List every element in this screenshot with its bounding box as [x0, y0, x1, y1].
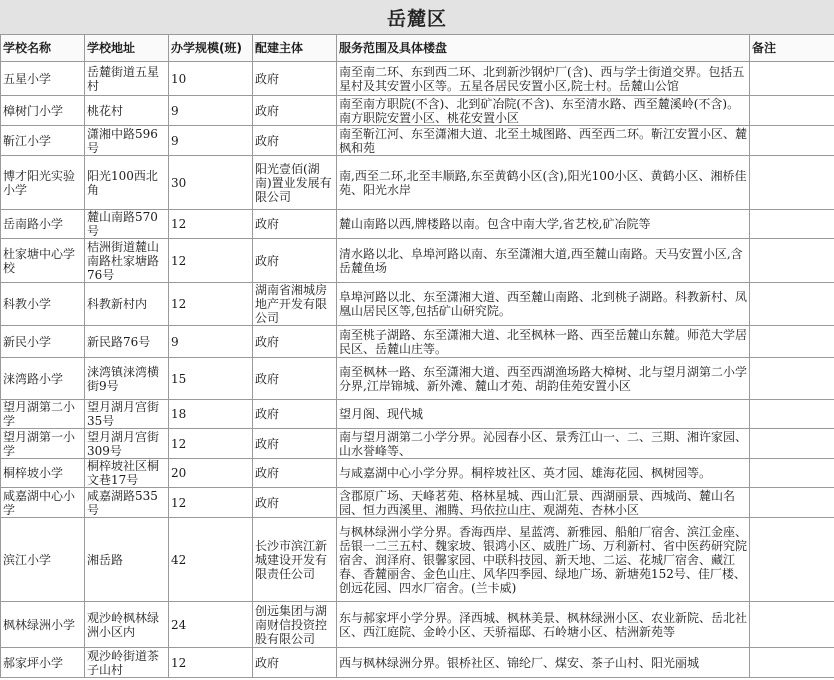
header-builder: 配建主体 [253, 35, 337, 62]
school-area: 清水路以北、阜埠河路以南、东至潇湘大道,西至麓山南路。天马安置小区,含岳麓鱼场 [337, 239, 750, 283]
table-row [1, 62, 834, 96]
table-row [1, 96, 834, 126]
school-name: 杜家塘中心学校 [1, 239, 85, 283]
school-builder: 政府 [253, 126, 337, 156]
school-name: 樟树门小学 [1, 96, 85, 126]
school-scale: 18 [169, 400, 253, 429]
school-area: 阜埠河路以北、东至潇湘大道、西至麓山南路、北到桃子湖路。科教新村、凤凰山居民区等,包括矿山研究院。 [337, 283, 750, 326]
school-scale: 9 [169, 326, 253, 358]
school-area: 南至桃子湖路、东至潇湘大道、北至枫林一路、西至岳麓山东麓。师范大学居民区、岳麓山庄等。 [337, 326, 750, 358]
district-title: 岳麓区 [0, 0, 834, 35]
school-address: 望月湖月宫街309号 [85, 429, 169, 459]
school-address: 麓山南路570号 [85, 210, 169, 239]
school-area: 南至南二环、东到西二环、北到新沙钢炉厂(含)、西与学士街道交界。包括五星村及其安置小区等。五星各居民安置小区,院士村。岳麓山公馆 [337, 62, 750, 96]
school-scale: 42 [169, 518, 253, 602]
table-row [1, 602, 834, 648]
school-area: 南至南方职院(不含)、北到矿冶院(不含)、东至清水路、西至麓溪岭(不含)。南方职院安置小区、桃花安置小区 [337, 96, 750, 126]
school-address: 科教新村内 [85, 283, 169, 326]
header-scale: 办学规模(班) [169, 35, 253, 62]
school-address: 涞湾镇涞湾横街9号 [85, 358, 169, 400]
school-area: 与咸嘉湖中心小学分界。桐梓坡社区、英才园、雄海花园、枫树园等。 [337, 459, 750, 488]
school-address: 岳麓街道五星村 [85, 62, 169, 96]
school-name: 望月湖第一小学 [1, 429, 85, 459]
header-address: 学校地址 [85, 35, 169, 62]
school-scale: 10 [169, 62, 253, 96]
school-scale: 12 [169, 210, 253, 239]
table-row [1, 648, 834, 678]
school-area: 南,西至二环,北至丰顺路,东至黄鹤小区(含),阳光100小区、黄鹤小区、湘桥佳苑、阳光水岸 [337, 156, 750, 210]
school-note [750, 210, 834, 239]
school-name: 博才阳光实验小学 [1, 156, 85, 210]
school-name: 咸嘉湖中心小学 [1, 488, 85, 518]
school-name: 桐梓坡小学 [1, 459, 85, 488]
school-name: 五星小学 [1, 62, 85, 96]
school-note [750, 326, 834, 358]
school-note [750, 648, 834, 678]
school-name: 新民小学 [1, 326, 85, 358]
school-scale: 12 [169, 648, 253, 678]
school-address: 观沙岭街道茶子山村 [85, 648, 169, 678]
school-note [750, 518, 834, 602]
school-address: 望月湖月宫街35号 [85, 400, 169, 429]
school-builder: 政府 [253, 400, 337, 429]
school-builder: 政府 [253, 429, 337, 459]
school-scale: 24 [169, 602, 253, 648]
school-area: 南与望月湖第二小学分界。沁园春小区、景秀江山一、二、三期、湘许家园、山水誉峰等、 [337, 429, 750, 459]
school-name: 岳南路小学 [1, 210, 85, 239]
school-note [750, 96, 834, 126]
school-area: 南至枫林一路、东至潇湘大道、西至西湖渔场路大樟树、北与望月湖第二小学分界,江岸锦城、新外滩、麓山才苑、胡韵佳苑安置小区 [337, 358, 750, 400]
school-name: 靳江小学 [1, 126, 85, 156]
table-row [1, 488, 834, 518]
school-area: 与枫林绿洲小学分界。香海西岸、星蓝湾、新雅园、船舶厂宿舍、滨江金座、岳银一二三五村、魏家坡、银鸿小区、威胜广场、万利新村、省中医药研究院宿舍、润泽府、银馨家园、中联科技园、新天地、二运、花城厂宿舍、藏江春、香麓丽舍、金色山庄、风华四季园、绿地广场、新塘苑152号、佳厂楼、创远花园、四水厂宿舍。(兰卡威) [337, 518, 750, 602]
header-row [1, 35, 834, 62]
school-note [750, 358, 834, 400]
school-area: 南至靳江河、东至潇湘大道、北至土城图路、西至西二环。靳江安置小区、麓枫和苑 [337, 126, 750, 156]
school-note [750, 62, 834, 96]
school-address: 新民路76号 [85, 326, 169, 358]
school-area: 西与枫林绿洲分界。银桥社区、锦纶厂、煤安、茶子山村、阳光丽城 [337, 648, 750, 678]
table-row [1, 518, 834, 602]
school-address: 桃花村 [85, 96, 169, 126]
school-builder: 阳光壹佰(湖南)置业发展有限公司 [253, 156, 337, 210]
table-row [1, 126, 834, 156]
table-row [1, 156, 834, 210]
school-builder: 政府 [253, 239, 337, 283]
school-builder: 政府 [253, 358, 337, 400]
school-builder: 长沙市滨江新城建设开发有限责任公司 [253, 518, 337, 602]
school-builder: 政府 [253, 62, 337, 96]
school-note [750, 459, 834, 488]
table-row [1, 326, 834, 358]
school-note [750, 429, 834, 459]
school-address: 潇湘中路596号 [85, 126, 169, 156]
school-address: 咸嘉湖路535号 [85, 488, 169, 518]
school-note [750, 400, 834, 429]
school-name: 枫林绿洲小学 [1, 602, 85, 648]
school-builder: 政府 [253, 648, 337, 678]
school-area: 麓山南路以西,牌楼路以南。包含中南大学,省艺校,矿冶院等 [337, 210, 750, 239]
school-name: 望月湖第二小学 [1, 400, 85, 429]
school-builder: 政府 [253, 488, 337, 518]
header-area: 服务范围及具体楼盘 [337, 35, 750, 62]
school-builder: 政府 [253, 210, 337, 239]
school-scale: 9 [169, 96, 253, 126]
school-builder: 政府 [253, 96, 337, 126]
school-scale: 30 [169, 156, 253, 210]
table-row [1, 358, 834, 400]
school-builder: 政府 [253, 459, 337, 488]
table-row [1, 429, 834, 459]
table-row [1, 400, 834, 429]
school-note [750, 239, 834, 283]
school-area: 望月阁、现代城 [337, 400, 750, 429]
school-area: 含郡原广场、天峰茗苑、格林星城、西山汇景、西湖丽景、西城尚、麓山名园、恒力西溪里、湘腾、玛依拉山庄、观湖苑、杏林小区 [337, 488, 750, 518]
header-note: 备注 [750, 35, 834, 62]
school-scale: 12 [169, 239, 253, 283]
school-table [0, 34, 834, 678]
school-address: 桐梓坡社区桐文巷17号 [85, 459, 169, 488]
school-scale: 12 [169, 283, 253, 326]
school-scale: 15 [169, 358, 253, 400]
school-builder: 创远集团与湖南财信投资控股有限公司 [253, 602, 337, 648]
school-address: 观沙岭枫林绿洲小区内 [85, 602, 169, 648]
header-name: 学校名称 [1, 35, 85, 62]
school-address: 湘岳路 [85, 518, 169, 602]
school-note [750, 488, 834, 518]
school-area: 东与郝家坪小学分界。泽西城、枫林美景、枫林绿洲小区、农业新院、岳北社区、西江庭院、金岭小区、天骄福邸、石岭塘小区、桔洲新苑等 [337, 602, 750, 648]
school-scale: 9 [169, 126, 253, 156]
school-name: 科教小学 [1, 283, 85, 326]
school-scale: 20 [169, 459, 253, 488]
school-note [750, 602, 834, 648]
school-scale: 12 [169, 429, 253, 459]
school-builder: 湖南省湘城房地产开发有限公司 [253, 283, 337, 326]
school-address: 阳光100西北角 [85, 156, 169, 210]
school-name: 郝家坪小学 [1, 648, 85, 678]
school-scale: 12 [169, 488, 253, 518]
school-note [750, 126, 834, 156]
school-note [750, 156, 834, 210]
school-note [750, 283, 834, 326]
school-name: 滨江小学 [1, 518, 85, 602]
table-row [1, 239, 834, 283]
table-row [1, 459, 834, 488]
table-row [1, 283, 834, 326]
school-name: 涞湾路小学 [1, 358, 85, 400]
school-builder: 政府 [253, 326, 337, 358]
table-row [1, 210, 834, 239]
school-address: 桔洲街道麓山南路杜家塘路76号 [85, 239, 169, 283]
